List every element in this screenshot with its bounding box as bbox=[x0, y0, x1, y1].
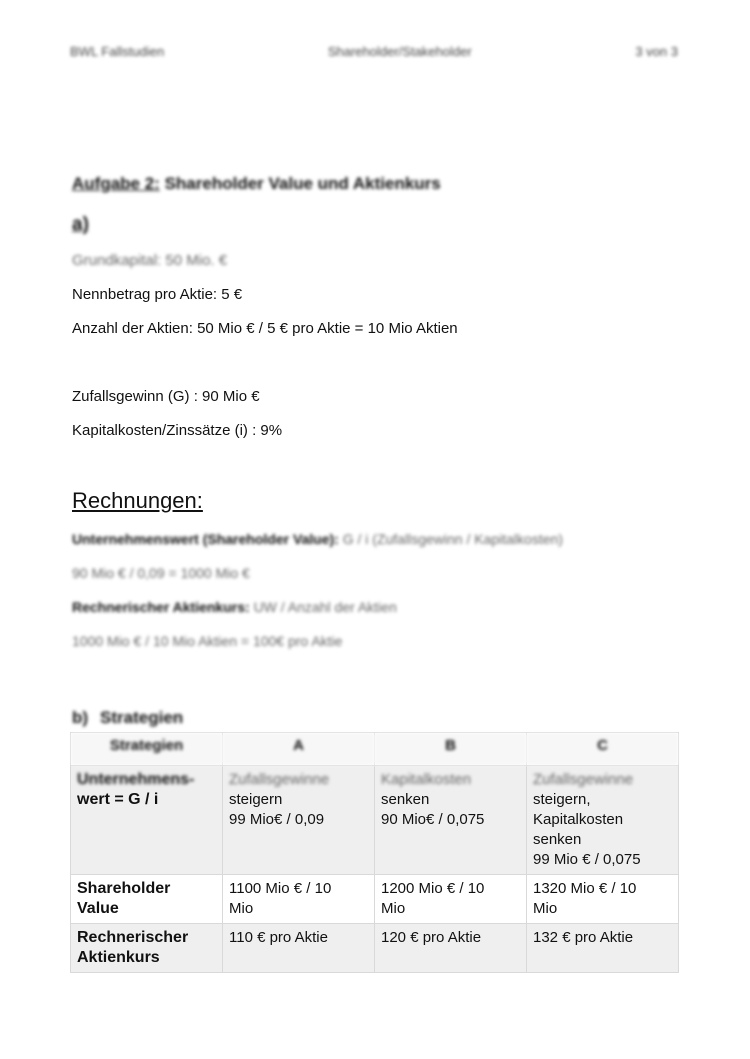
part-b-title: Strategien bbox=[100, 708, 184, 727]
cell-line: steigern, bbox=[533, 791, 591, 808]
calc-kurs-label: Rechnerischer Aktienkurs: bbox=[72, 599, 250, 615]
cell-line: 120 € pro Aktie bbox=[381, 929, 482, 946]
cell-line: Kapitalkosten bbox=[533, 811, 624, 828]
cell-line: 1200 Mio € / 10 bbox=[381, 880, 485, 897]
cell-line: 90 Mio€ / 0,075 bbox=[381, 811, 485, 828]
calc-uw-formula: G / i (Zufallsgewinn / Kapitalkosten) bbox=[342, 531, 563, 547]
header-left: BWL Fallstudien bbox=[70, 44, 165, 59]
cell-line: 1100 Mio € / 10 bbox=[229, 880, 332, 897]
table-header-row bbox=[71, 733, 679, 766]
part-b-label: b) bbox=[72, 708, 89, 727]
line-nennbetrag: Nennbetrag pro Aktie: 5 € bbox=[72, 286, 243, 303]
table-header-a: A bbox=[223, 733, 375, 766]
cell-line: Mio bbox=[381, 900, 406, 917]
cell-line: Kapitalkosten bbox=[381, 771, 472, 788]
header-right: 3 von 3 bbox=[635, 44, 678, 59]
line-kapitalkosten: Kapitalkosten/Zinssätze (i) : 9% bbox=[72, 422, 283, 439]
table-header-b: B bbox=[375, 733, 527, 766]
row-head-shareholder-value bbox=[71, 875, 223, 924]
cell-b-unternehmenswert bbox=[375, 766, 527, 875]
row-head-line: Rechnerischer bbox=[77, 929, 189, 946]
cell-a-shareholder-value bbox=[223, 875, 375, 924]
part-a-heading: a) bbox=[72, 214, 89, 235]
cell-line: 99 Mio€ / 0,09 bbox=[229, 811, 325, 828]
row-head-aktienkurs bbox=[71, 924, 223, 973]
row-head-line: wert = G / i bbox=[77, 791, 159, 808]
cell-b-shareholder-value bbox=[375, 875, 527, 924]
cell-line: Mio bbox=[533, 900, 558, 917]
line-grundkapital: Grundkapital: 50 Mio. € bbox=[72, 252, 228, 269]
table-row-shareholder-value bbox=[71, 875, 679, 924]
table-header-strategien: Strategien bbox=[71, 733, 223, 766]
cell-line: steigern bbox=[229, 791, 283, 808]
task-title: Shareholder Value und Aktienkurs bbox=[164, 174, 441, 193]
calc-heading: Rechnungen: bbox=[72, 488, 203, 513]
calc-kurs-result: 1000 Mio € / 10 Mio Aktien = 100€ pro Aktie bbox=[72, 633, 343, 649]
cell-line: 99 Mio € / 0,075 bbox=[533, 851, 641, 868]
cell-line: Mio bbox=[229, 900, 254, 917]
table-header-c: C bbox=[527, 733, 679, 766]
calc-kurs-line bbox=[72, 599, 397, 615]
calc-uw-label: Unternehmenswert (Shareholder Value): bbox=[72, 531, 339, 547]
row-head-line: Shareholder bbox=[77, 880, 171, 897]
table-row-unternehmenswert bbox=[71, 766, 679, 875]
cell-c-unternehmenswert bbox=[527, 766, 679, 875]
cell-line: 1320 Mio € / 10 bbox=[533, 880, 637, 897]
part-b-heading bbox=[72, 708, 183, 728]
line-zufallsgewinn: Zufallsgewinn (G) : 90 Mio € bbox=[72, 388, 260, 405]
strategies-table bbox=[70, 732, 679, 973]
calc-kurs-formula: UW / Anzahl der Aktien bbox=[253, 599, 397, 615]
task-label: Aufgabe 2: bbox=[72, 174, 160, 193]
row-head-line: Unternehmens- bbox=[77, 771, 195, 788]
cell-a-aktienkurs bbox=[223, 924, 375, 973]
cell-c-shareholder-value bbox=[527, 875, 679, 924]
page-header bbox=[70, 44, 678, 59]
cell-line: senken bbox=[381, 791, 430, 808]
cell-line: Zufallsgewinne bbox=[533, 771, 634, 788]
calc-uw-result: 90 Mio € / 0,09 = 1000 Mio € bbox=[72, 565, 250, 581]
cell-line: Zufallsgewinne bbox=[229, 771, 330, 788]
row-head-unternehmenswert bbox=[71, 766, 223, 875]
cell-a-unternehmenswert bbox=[223, 766, 375, 875]
cell-line: senken bbox=[533, 831, 582, 848]
calc-uw-line bbox=[72, 531, 563, 547]
table-row-aktienkurs bbox=[71, 924, 679, 973]
cell-line: 132 € pro Aktie bbox=[533, 929, 634, 946]
header-center: Shareholder/Stakeholder bbox=[327, 44, 472, 59]
cell-line: 110 € pro Aktie bbox=[229, 929, 328, 946]
task-heading bbox=[72, 174, 441, 194]
line-anzahl-aktien: Anzahl der Aktien: 50 Mio € / 5 € pro Aktie = 10 Mio Aktien bbox=[72, 320, 458, 337]
row-head-line: Aktienkurs bbox=[77, 949, 160, 966]
row-head-line: Value bbox=[77, 900, 119, 917]
cell-b-aktienkurs bbox=[375, 924, 527, 973]
cell-c-aktienkurs bbox=[527, 924, 679, 973]
